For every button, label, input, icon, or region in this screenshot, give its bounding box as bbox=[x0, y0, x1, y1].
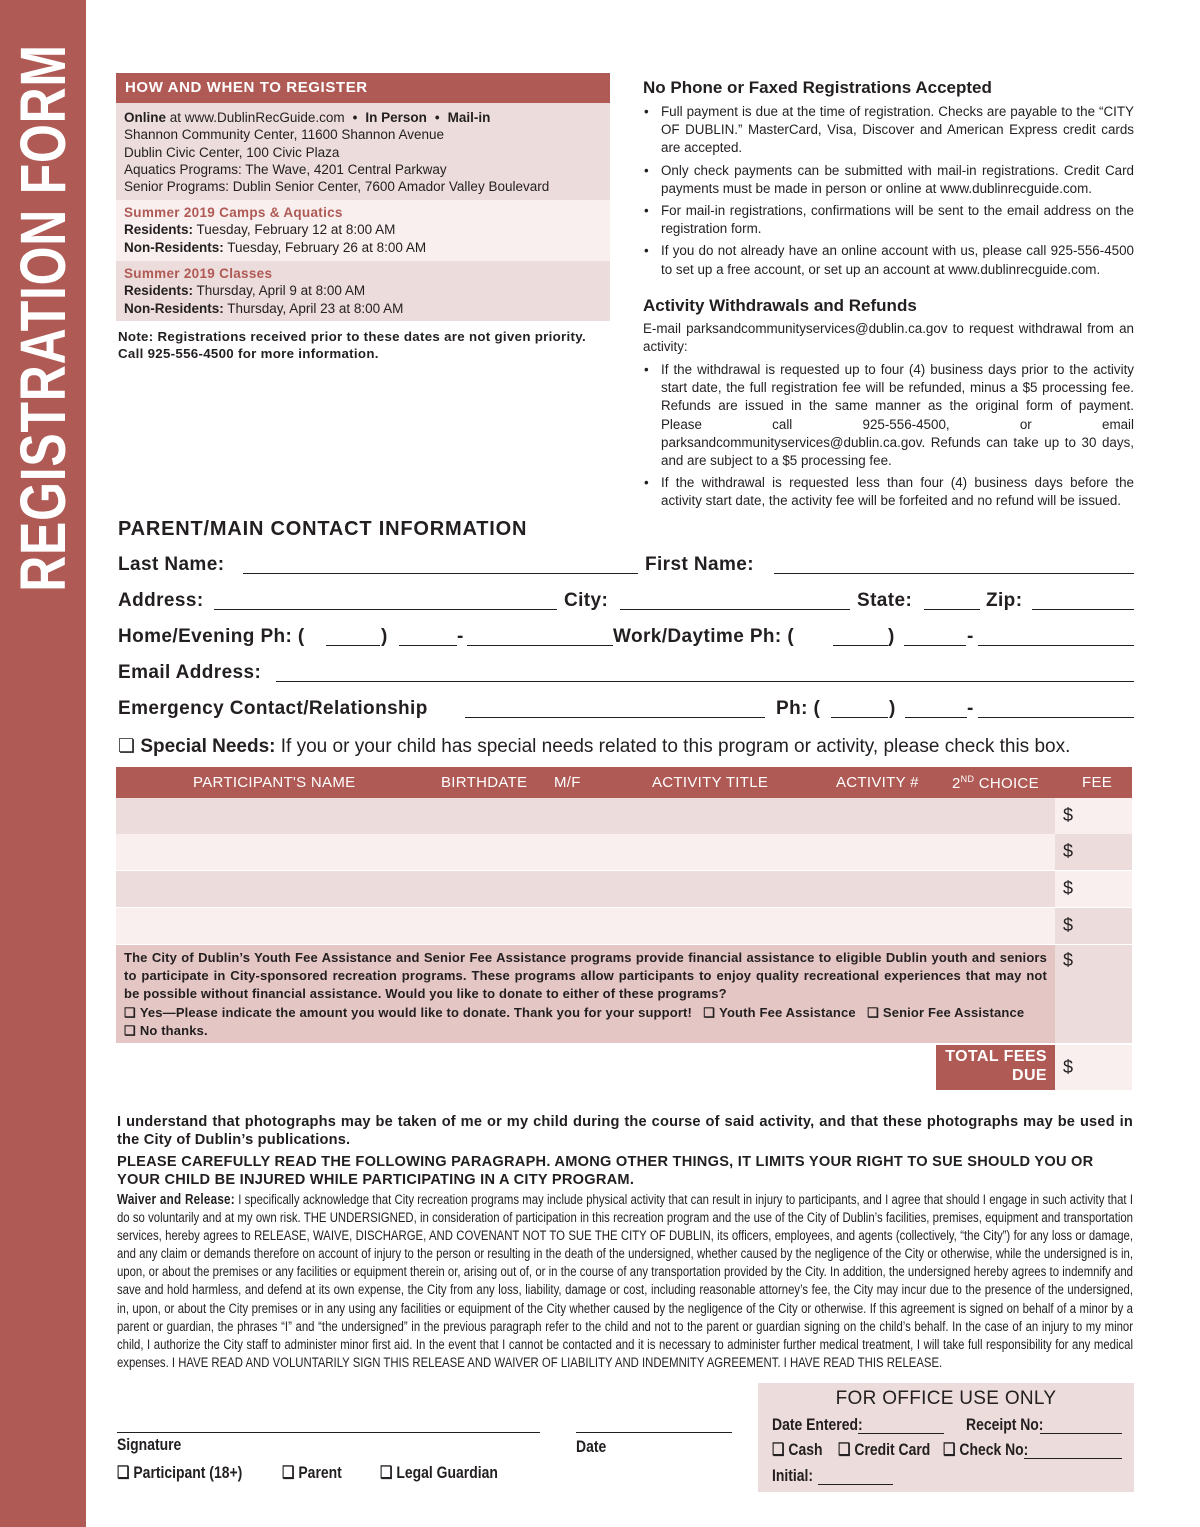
credit-checkbox[interactable]: ❏ bbox=[838, 1440, 851, 1459]
no-phone-title: No Phone or Faxed Registrations Accepted bbox=[643, 78, 992, 97]
home-number-field[interactable] bbox=[467, 645, 613, 646]
work-number-field[interactable] bbox=[978, 645, 1134, 646]
zip-field[interactable] bbox=[1032, 609, 1134, 610]
date-label: Date bbox=[576, 1437, 607, 1456]
special-needs-label: Special Needs: bbox=[140, 736, 276, 757]
waiver-text: I specifically acknowledge that City recreation programs may include physical activity that can result in injury to participants, and I agree that should I engage in such activity that I do so voluntarily and at my own risk. THE UNDERSIGNED, in consideration of participation in this recreation program and the use of the City of Dublin’s facilities, premises, equipment and transportation services, hereby agrees to RELEASE, WAIVE, DISCHARGE, AND COVENANT NOT TO SUE THE CITY OF DUBLIN, its officers, employees, and agents (collectively, “the City”) for any loss or damage, and any claim or demands therefore on account of injury to the person or resulting in the death of the undersigned, whether caused by the negligence of the City or otherwise, while the undersigned is in, upon, or about the premises or any facilities or equipment therein or, arising out of, or in the course of any transportation provided by the City. In addition, the undersigned hereby agrees to indemnify and save and hold harmless, and defend at its own expense, the City from any loss, liability, damage or cost, including reasonable attorney’s fee, the City may incur due to the presence of the undersigned, in, upon, or about the City premises or in any using any facilities or equipment of the City whether caused by the negligence of the City or otherwise. If this agreement is signed on behalf of a minor by a parent or guardian, the phrases “I” and “the undersigned” in the previous paragraph refer to the child and not to the parent or guardian signing on the child’s behalf. In the case of an injury to my minor child, I authorize the City staff to administer minor first aid. In the event that I cannot be contacted and it is necessary to administer further medical treatment, I will take full responsibility for any medical expenses. I HAVE READ AND VOLUNTARILY SIGN THIS RELEASE AND WAIVER OF LIABILITY AND INDEMNITY AGREEMENT. I HAVE READ THIS RELEASE. bbox=[117, 1192, 1133, 1371]
total-fees-label: TOTAL FEES DUE bbox=[936, 1045, 1055, 1090]
state-field[interactable] bbox=[924, 609, 980, 610]
online-label: Online bbox=[124, 110, 167, 125]
date-entered-field[interactable] bbox=[858, 1433, 944, 1434]
parent-option[interactable]: ❏ Parent bbox=[282, 1463, 342, 1482]
work-area-code-field[interactable] bbox=[833, 645, 888, 646]
location-line: Aquatics Programs: The Wave, 4201 Central Parkway bbox=[124, 161, 447, 177]
emergency-label: Emergency Contact/Relationship bbox=[118, 698, 428, 719]
sidebar-title: REGISTRATION FORM bbox=[7, 44, 79, 592]
table-row[interactable] bbox=[116, 798, 1132, 834]
row-fee-cell[interactable]: $ bbox=[1055, 908, 1132, 944]
state-label: State: bbox=[857, 590, 913, 611]
row-entry-cells[interactable] bbox=[116, 798, 1055, 834]
col-birthdate: BIRTHDATE bbox=[441, 774, 528, 791]
in-person-label: In Person bbox=[365, 110, 427, 125]
cash-option[interactable]: ❏ Cash bbox=[772, 1440, 823, 1459]
senior-assistance-label: Senior Fee Assistance bbox=[882, 1004, 1025, 1020]
emergency-phone-label: Ph: ( bbox=[776, 698, 821, 719]
list-item: • If the withdrawal is requested up to four (4) business days prior to the activity start date, the full registration fee will be refunded, minus a $5 processing fee. Refunds are issued in the same manner as the original form of payment. Please call 925-556-4500, or email parksandcommunityservices@dublin.ca.gov. Refunds can take up to 30 days, and are subject to a $5 processing fee. bbox=[643, 361, 1134, 470]
col-activity-number: ACTIVITY # bbox=[836, 774, 919, 791]
senior-assistance-checkbox[interactable]: ❏ bbox=[867, 1004, 879, 1020]
list-item: • If you do not already have an online account with us, please call 925-556-4500 to set up a free account, or set up an account at www.dublinrecguide.com. bbox=[643, 242, 1134, 278]
receipt-field[interactable] bbox=[1040, 1433, 1122, 1434]
home-prefix-field[interactable] bbox=[399, 645, 457, 646]
contact-title: PARENT/MAIN CONTACT INFORMATION bbox=[118, 518, 528, 540]
parent-checkbox[interactable]: ❏ bbox=[282, 1463, 295, 1482]
last-name-label: Last Name: bbox=[118, 554, 225, 575]
email-label: Email Address: bbox=[118, 662, 262, 683]
total-fees-cell[interactable]: $ bbox=[1055, 1045, 1132, 1090]
email-row bbox=[118, 662, 1134, 688]
row-fee-cell[interactable]: $ bbox=[1055, 834, 1132, 870]
row-fee-cell[interactable]: $ bbox=[1055, 798, 1132, 834]
row-fee-cell[interactable]: $ bbox=[1055, 871, 1132, 907]
city-field[interactable] bbox=[620, 609, 850, 610]
credit-option[interactable]: ❏ Credit Card bbox=[838, 1440, 931, 1459]
participant-checkbox[interactable]: ❏ bbox=[117, 1463, 130, 1482]
row-entry-cells[interactable] bbox=[116, 871, 1055, 907]
signature-label: Signature bbox=[117, 1435, 182, 1454]
participant-option[interactable]: ❏ Participant (18+) bbox=[117, 1463, 243, 1482]
camps-dates: Summer 2019 Camps & Aquatics Residents: Tuesday, February 12 at 8:00 AM Non-Residents: Tuesday, February 26 at 8:00 AM bbox=[116, 200, 610, 261]
check-option[interactable]: ❏ Check No: bbox=[943, 1440, 1029, 1459]
donate-yes-label: Yes—Please indicate the amount you would like to donate. Thank you for your support! bbox=[139, 1004, 692, 1020]
photo-consent: I understand that photographs may be taken of me or my child during the course of said activity, and that these photographs may be used in the City of Dublin’s publications. bbox=[117, 1114, 1133, 1149]
participant-table-header bbox=[116, 767, 1132, 798]
emergency-field[interactable] bbox=[465, 717, 765, 718]
list-item: • For mail-in registrations, confirmations will be sent to the email address on the registration form. bbox=[643, 202, 1134, 238]
youth-assistance-label: Youth Fee Assistance bbox=[719, 1004, 856, 1020]
no-thanks-label: No thanks. bbox=[139, 1022, 208, 1038]
office-use-title: FOR OFFICE USE ONLY bbox=[835, 1388, 1057, 1409]
address-label: Address: bbox=[118, 590, 204, 611]
emergency-prefix-field[interactable] bbox=[905, 717, 967, 718]
col-fee: FEE bbox=[1082, 774, 1113, 791]
signature-field[interactable] bbox=[117, 1432, 540, 1433]
email-field[interactable] bbox=[276, 681, 1134, 682]
location-line: Dublin Civic Center, 100 Civic Plaza bbox=[124, 144, 340, 160]
work-prefix-field[interactable] bbox=[904, 645, 966, 646]
assistance-text: The City of Dublin’s Youth Fee Assistance and Senior Fee Assistance programs provide financial assistance to eligible Dublin youth and seniors to participate in City-sponsored recreation programs. These programs allow participants to enjoy quality recreational experiences that may not be possible without financial assistance. Would you like to donate to either of these programs? bbox=[124, 950, 1047, 1002]
work-phone-label: Work/Daytime Ph: ( bbox=[613, 626, 795, 647]
home-area-code-field[interactable] bbox=[326, 645, 380, 646]
registration-note: Note: Registrations received prior to these dates are not given priority. Call 925-556-4500 for more information. bbox=[118, 329, 586, 362]
how-when-header: HOW AND WHEN TO REGISTER bbox=[116, 73, 610, 103]
table-row[interactable] bbox=[116, 871, 1132, 907]
location-line: Shannon Community Center, 11600 Shannon Avenue bbox=[124, 127, 444, 143]
withdrawals-intro: E-mail parksandcommunityservices@dublin.ca.gov to request withdrawal from an activity: bbox=[643, 321, 1134, 355]
emergency-area-code-field[interactable] bbox=[831, 717, 888, 718]
register-methods: Online at www.DublinRecGuide.com • In Person • Mail-in Shannon Community Center, 11600 Shannon Avenue Dublin Civic Center, 100 Civic Plaza Aquatics Programs: The Wave, 4201 Central Parkway Senior Programs: Dublin Senior Center, 7600 Amador Valley Boulevard bbox=[116, 103, 610, 200]
emergency-row: Emergency Contact/Relationship Ph: ( ) - bbox=[118, 698, 1134, 724]
name-row bbox=[118, 554, 1134, 580]
no-phone-list bbox=[643, 103, 1134, 283]
donation-amount-cell[interactable]: $ bbox=[1055, 945, 1132, 1043]
row-entry-cells[interactable] bbox=[116, 908, 1055, 944]
withdrawals-list bbox=[643, 361, 1134, 515]
camps-title: Summer 2019 Camps & Aquatics bbox=[124, 205, 343, 220]
phone-row: Home/Evening Ph: ( ) - Work/Daytime Ph: ( ) - bbox=[118, 626, 1134, 652]
last-name-field[interactable] bbox=[243, 573, 638, 574]
list-item: • Only check payments can be submitted with mail-in registrations. Credit Card payments must be made in person or online at www.dublinrecguide.com. bbox=[643, 162, 1134, 198]
row-entry-cells[interactable] bbox=[116, 834, 1055, 870]
guardian-option[interactable]: ❏ Legal Guardian bbox=[380, 1463, 498, 1482]
location-line: Senior Programs: Dublin Senior Center, 7600 Amador Valley Boulevard bbox=[124, 179, 550, 195]
no-thanks-checkbox[interactable]: ❏ bbox=[124, 1022, 136, 1038]
address-field[interactable] bbox=[214, 609, 557, 610]
table-row[interactable] bbox=[116, 834, 1132, 870]
how-when-panel bbox=[116, 73, 610, 321]
special-needs-checkbox[interactable]: ❏ bbox=[118, 736, 136, 757]
fee-assistance-donation bbox=[116, 945, 1055, 1043]
date-field[interactable] bbox=[576, 1432, 732, 1433]
list-item: • If the withdrawal is requested less than four (4) business days before the activity start date, the activity fee will be forfeited and no refund will be issued. bbox=[643, 474, 1134, 510]
col-participant-name: PARTICIPANT'S NAME bbox=[193, 774, 356, 791]
address-row bbox=[118, 590, 1134, 616]
classes-dates: Summer 2019 Classes Residents: Thursday, April 9 at 8:00 AM Non-Residents: Thursday, April 23 at 8:00 AM bbox=[116, 261, 610, 321]
initial-label: Initial: bbox=[772, 1466, 814, 1485]
col-second-choice: 2ND CHOICE bbox=[952, 774, 1039, 792]
check-checkbox[interactable]: ❏ bbox=[943, 1440, 956, 1459]
online-text: at www.DublinRecGuide.com bbox=[169, 110, 345, 125]
table-row[interactable] bbox=[116, 908, 1132, 944]
col-activity-title: ACTIVITY TITLE bbox=[652, 774, 769, 791]
youth-assistance-checkbox[interactable]: ❏ bbox=[703, 1004, 716, 1020]
guardian-checkbox[interactable]: ❏ bbox=[380, 1463, 393, 1482]
withdrawals-title: Activity Withdrawals and Refunds bbox=[643, 296, 917, 315]
special-needs-row bbox=[118, 735, 1070, 758]
cash-checkbox[interactable]: ❏ bbox=[772, 1440, 785, 1459]
classes-title: Summer 2019 Classes bbox=[124, 266, 273, 281]
initial-field[interactable] bbox=[818, 1484, 893, 1485]
col-mf: M/F bbox=[554, 774, 581, 791]
mail-in-label: Mail-in bbox=[447, 110, 491, 125]
emergency-number-field[interactable] bbox=[978, 717, 1134, 718]
check-number-field[interactable] bbox=[1024, 1458, 1122, 1459]
special-needs-text: If you or your child has special needs related to this program or activity, please check this box. bbox=[280, 736, 1071, 757]
home-phone-label: Home/Evening Ph: ( bbox=[118, 626, 305, 647]
first-name-label: First Name: bbox=[645, 554, 754, 575]
first-name-field[interactable] bbox=[774, 573, 1134, 574]
donate-yes-checkbox[interactable]: ❏ bbox=[124, 1004, 136, 1020]
waiver-label: Waiver and Release: bbox=[117, 1192, 235, 1208]
receipt-label: Receipt No: bbox=[966, 1415, 1044, 1434]
zip-label: Zip: bbox=[986, 590, 1023, 611]
office-use-box bbox=[758, 1383, 1134, 1492]
date-entered-label: Date Entered: bbox=[772, 1415, 863, 1434]
city-label: City: bbox=[564, 590, 609, 611]
sidebar bbox=[0, 0, 86, 1527]
list-item: • Full payment is due at the time of registration. Checks are payable to the “CITY OF DUBLIN.” MasterCard, Visa, Discover and American Express credit cards are accepted. bbox=[643, 103, 1134, 158]
waiver-warning: PLEASE CAREFULLY READ THE FOLLOWING PARAGRAPH. AMONG OTHER THINGS, IT LIMITS YOUR RIGHT TO SUE SHOULD YOU OR YOUR CHILD BE INJURED WHILE PARTICIPATING IN A CITY PROGRAM. bbox=[117, 1154, 1094, 1189]
waiver-release bbox=[117, 1191, 1133, 1372]
